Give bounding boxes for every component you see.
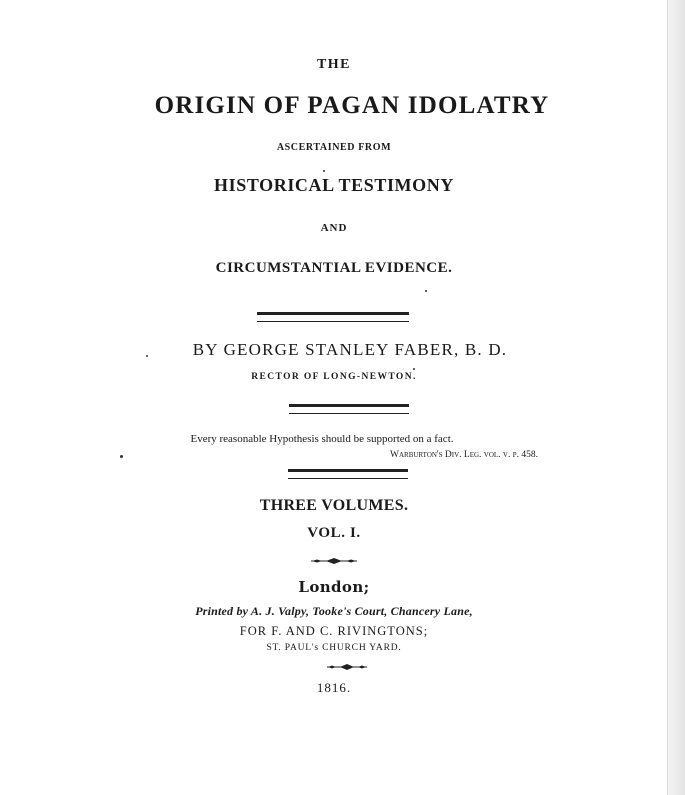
subtitle-historical-testimony: HISTORICAL TESTIMONY <box>214 175 454 195</box>
double-rule-divider <box>288 469 408 479</box>
ink-speck <box>323 170 325 172</box>
epigraph-source: Warburton's Div. Leg. vol. v. p. 458. <box>390 450 538 460</box>
epigraph: Every reasonable Hypothesis should be supported on a fact. <box>190 433 454 445</box>
ink-speck <box>120 455 123 458</box>
volume-count: THREE VOLUMES. <box>259 497 409 514</box>
publisher-address: ST. PAUL's CHURCH YARD. <box>266 643 402 653</box>
publication-year: 1816. <box>316 680 352 695</box>
author-line: BY GEORGE STANLEY FABER, B. D. <box>192 340 508 359</box>
imprint-city: London; <box>298 578 370 596</box>
author-position: RECTOR OF LONG-NEWTON. <box>251 372 417 382</box>
subtitle-ascertained: ASCERTAINED FROM <box>276 142 392 153</box>
ornament-divider-icon <box>311 558 357 562</box>
title-the: THE <box>316 57 352 72</box>
ornament-divider-icon <box>327 664 367 668</box>
volume-number: VOL. I. <box>307 525 361 541</box>
main-title: ORIGIN OF PAGAN IDOLATRY <box>154 92 550 119</box>
ink-speck <box>425 290 427 292</box>
subtitle-circumstantial-evidence: CIRCUMSTANTIAL EVIDENCE. <box>215 260 453 276</box>
ink-speck <box>413 368 415 370</box>
subtitle-and: AND <box>320 222 348 234</box>
double-rule-divider <box>257 312 409 322</box>
ink-speck <box>146 355 148 357</box>
printer-line: Printed by A. J. Valpy, Tooke's Court, Chancery Lane, <box>195 604 473 618</box>
publisher-line: FOR F. AND C. RIVINGTONS; <box>239 624 429 638</box>
page-edge <box>667 0 685 795</box>
double-rule-divider <box>289 404 409 414</box>
